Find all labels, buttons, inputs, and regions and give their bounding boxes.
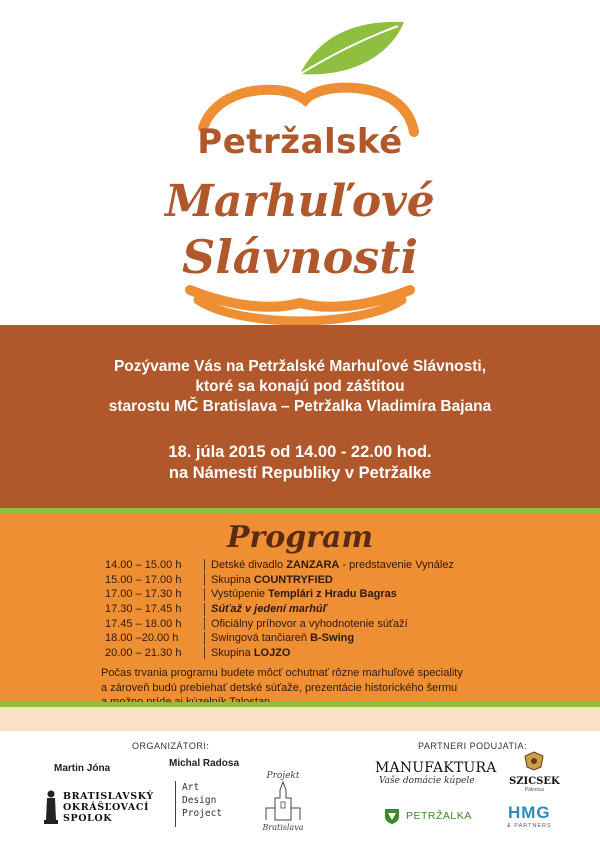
schedule-desc: Swingová tančiareň B-Swing [211, 632, 355, 645]
poster-header [0, 0, 600, 325]
invite-line-2: ktoré sa konajú pod záštitou [195, 378, 405, 395]
sponsors-footer [0, 731, 600, 848]
organizer-name: Martin Jóna [54, 763, 111, 774]
szicsek-logo [509, 751, 560, 793]
schedule-time: 15.00 – 17.00 h [105, 573, 182, 586]
schedule-time: 14.00 – 15.00 h [105, 559, 182, 572]
schedule-separator [204, 617, 205, 630]
event-place: na Námestí Republiky v Petržalke [168, 464, 432, 482]
organizers-label: ORGANIZÁTORI: [132, 741, 210, 751]
event-date: 18. júla 2015 od 14.00 - 22.00 hod. [168, 443, 432, 461]
projekt-bratislava-logo [258, 768, 308, 837]
szicsek-name: SZICSEK [509, 776, 560, 787]
organizer-name: Michal Radosa [169, 758, 240, 769]
schedule-desc: Skupina COUNTRYFIED [211, 573, 333, 586]
art-line: Design [182, 795, 217, 806]
petrzalka-logo [383, 807, 472, 825]
manufaktura-tagline: Vaše domácie kúpele [379, 776, 475, 786]
schedule-desc: Oficiálny príhovor a vyhodnotenie súťaží [211, 617, 408, 630]
crest-icon [523, 751, 545, 771]
schedule-time: 17.30 – 17.45 h [105, 603, 182, 616]
invite-line-3: starostu MČ Bratislava – Petržalka Vladimíra Bajana [108, 398, 492, 415]
schedule-list [99, 558, 454, 660]
partners-label: PARTNERI PODUJATIA: [418, 741, 528, 751]
spolok-line: BRATISLAVSKÝ [63, 790, 154, 802]
closing-line-2: a zároveň budú prebiehať detské súťaže, prezentácie historického šermu [101, 681, 458, 694]
schedule-row [99, 631, 454, 646]
schedule-time: 18.00 –20.00 h [105, 632, 179, 645]
church-icon [258, 768, 308, 832]
title-line-3: Slávnosti [182, 230, 418, 284]
manufaktura-logo [375, 760, 497, 786]
light-band [0, 707, 600, 731]
schedule-row [99, 587, 454, 602]
schedule-row [99, 573, 454, 588]
closing-line-1: Počas trvania programu budete môcť ochutnať rôzne marhuľové speciality [101, 667, 463, 679]
hmg-logo [507, 803, 552, 829]
schedule-time: 17.00 – 17.30 h [105, 588, 182, 601]
art-line: Project [182, 808, 223, 819]
manufaktura-name: MANUFAKTURA [375, 760, 497, 776]
schedule-time: 17.45 – 18.00 h [105, 617, 182, 630]
art-design-project-logo [175, 781, 222, 827]
art-line: Art [182, 782, 200, 793]
schedule-row [99, 616, 454, 631]
apricot-bottom-arc [190, 290, 410, 307]
schedule-row [99, 558, 454, 573]
petrzalka-crest-icon [383, 807, 401, 825]
schedule-separator [204, 646, 205, 659]
hmg-name: HMG [507, 803, 551, 822]
title-line-2: Marhuľové [165, 176, 435, 227]
schedule-desc: Vystúpenie Templári z Hradu Bagras [211, 588, 397, 601]
invite-line-1: Pozývame Vás na Petržalské Marhuľové Slávnosti, [113, 358, 487, 375]
schedule-separator [204, 588, 205, 601]
program-section [0, 514, 600, 702]
schedule-desc: Skupina LOJZO [211, 646, 291, 659]
schedule-separator [204, 603, 205, 616]
schedule-desc: Súťaž v jedení marhúľ [211, 603, 327, 616]
schedule-time: 20.00 – 21.30 h [105, 646, 182, 659]
invitation-band [0, 325, 600, 508]
schedule-desc: Detské divadlo ZANZARA - predstavenie Vynález [211, 559, 454, 572]
schedule-separator [204, 559, 205, 572]
schedule-row [99, 646, 454, 661]
hmg-sub: & PARTNERS [507, 823, 552, 829]
program-title: Program [226, 520, 374, 555]
svg-text:Projekt: Projekt [266, 771, 300, 781]
statue-icon [44, 790, 58, 824]
svg-text:Bratislava: Bratislava [262, 823, 304, 832]
schedule-row [99, 602, 454, 617]
szicsek-sub: Pálenica [524, 787, 544, 793]
spolok-logo [44, 790, 154, 824]
spolok-line: OKRÁŠĽOVACÍ [63, 801, 150, 813]
spolok-line: SPOLOK [63, 812, 113, 824]
schedule-separator [204, 632, 205, 645]
title-line-1: Petržalské [197, 122, 403, 162]
schedule-separator [204, 573, 205, 586]
petrzalka-name: PETRŽALKA [406, 810, 472, 822]
